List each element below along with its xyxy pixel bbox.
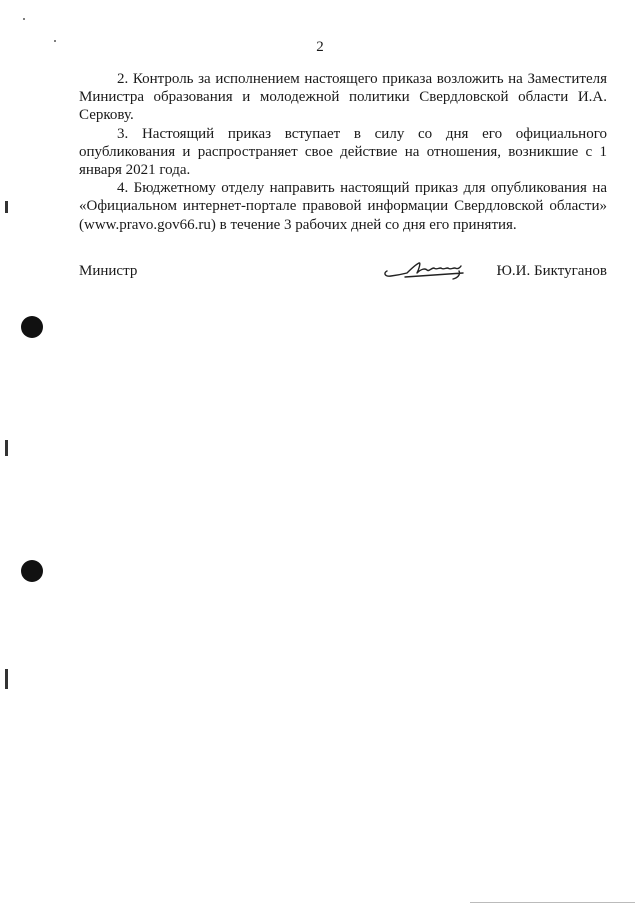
paragraph-2: 2. Контроль за исполнением настоящего приказа возложить на Заместителя Министра образования и молодежной политики Свердловской области И.А. Серкову. xyxy=(79,71,607,124)
paragraph-3: 3. Настоящий приказ вступает в силу со дня его официального опубликования и распространяет свое действие на отношения, возникшие с 1 января 2021 года. xyxy=(79,125,607,179)
paragraph-4: 4. Бюджетному отделу направить настоящий приказ для опубликования на «Официальном интернет-портале правовой информации Свердловской области» (www.pravo.gov66.ru) в течение 3 рабочих дней со дня его принятия. xyxy=(79,180,607,233)
margin-mark xyxy=(5,669,8,689)
document-body xyxy=(79,70,607,234)
signer-name: Ю.И. Биктуганов xyxy=(496,263,607,279)
punch-hole xyxy=(21,560,43,582)
punch-hole xyxy=(21,316,43,338)
margin-mark xyxy=(5,440,8,456)
page-number: 2 xyxy=(316,39,324,55)
handwritten-signature xyxy=(381,257,471,283)
scan-speck xyxy=(23,18,25,20)
signer-title: Министр xyxy=(79,263,138,279)
scan-edge-line xyxy=(470,902,635,903)
margin-mark xyxy=(5,201,8,213)
signature-block xyxy=(79,263,607,285)
